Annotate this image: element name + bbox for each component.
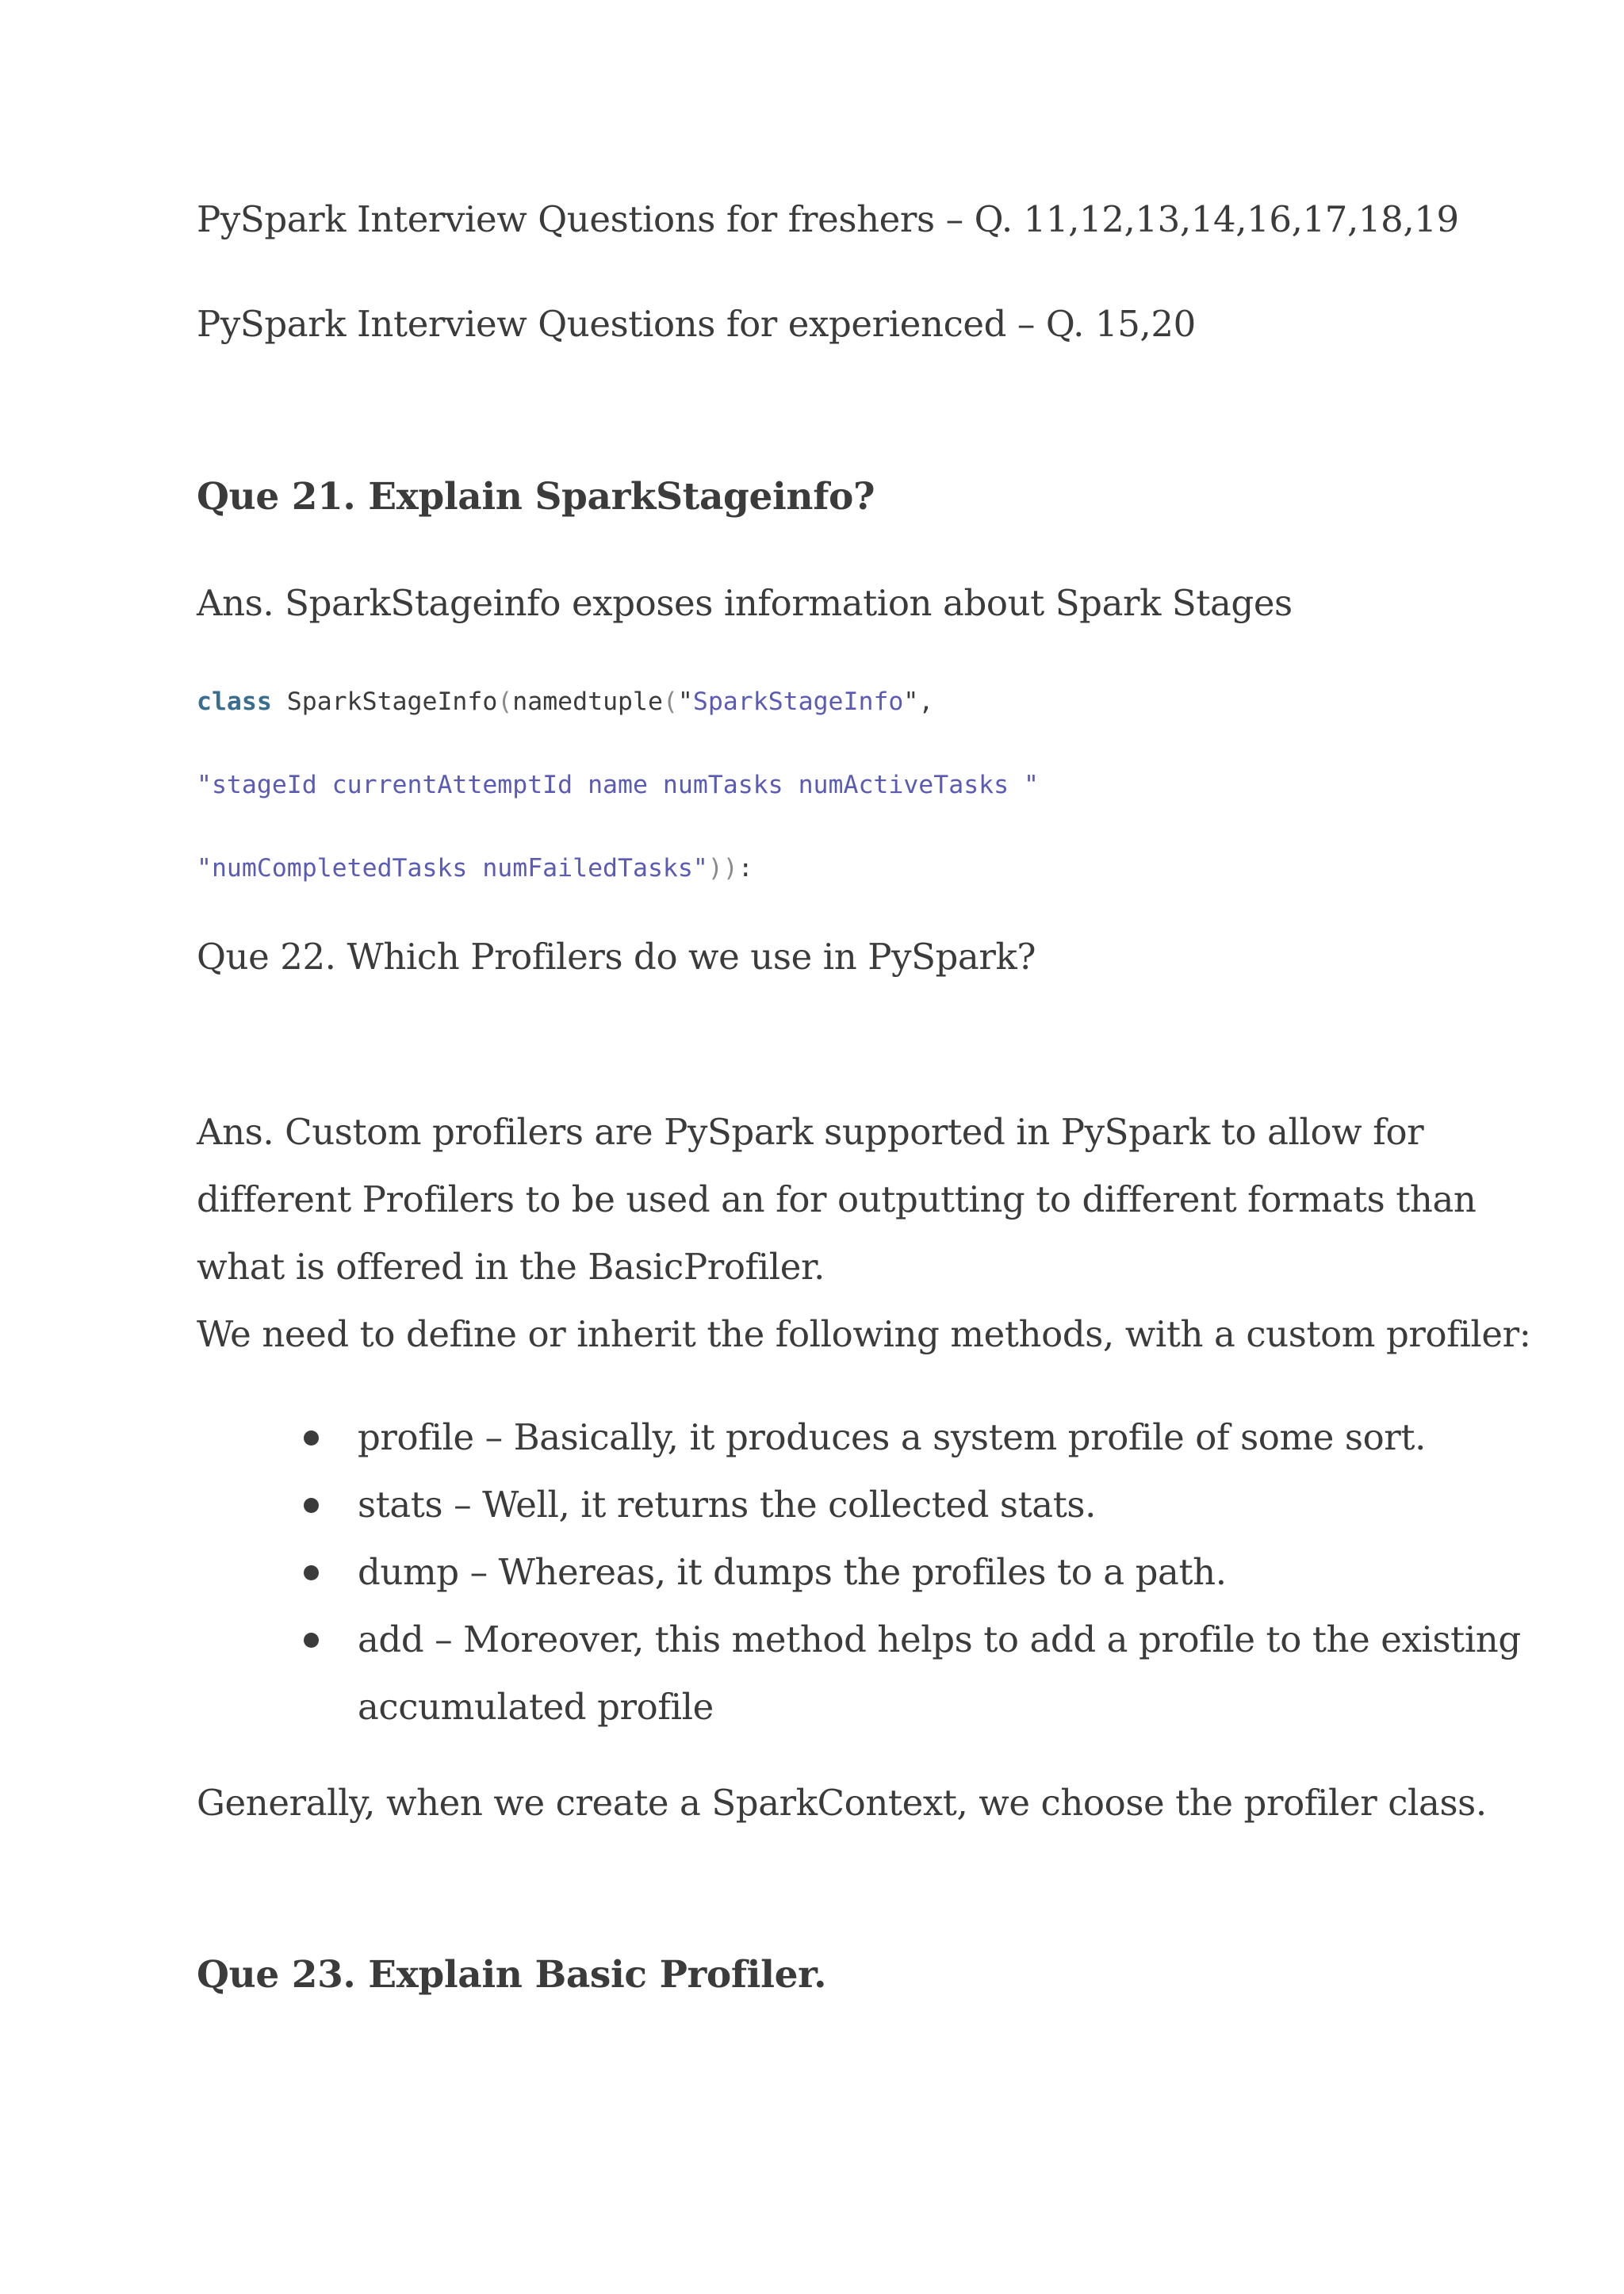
code-parens: ))	[707, 854, 738, 883]
q22-answer-line: what is offered in the BasicProfiler.	[197, 1246, 825, 1288]
freshers-questions-line: PySpark Interview Questions for freshers – Q. 11,12,13,14,16,17,18,19	[197, 198, 1459, 240]
q22-closing: Generally, when we create a SparkContext, we choose the profiler class.	[197, 1782, 1487, 1824]
list-item-continuation	[304, 1673, 1521, 1741]
bullet-icon	[304, 1633, 319, 1648]
bullet-icon	[304, 1430, 319, 1446]
bullet-icon	[304, 1565, 319, 1580]
q23-heading: Que 23. Explain Basic Profiler.	[197, 1953, 827, 1997]
q22-answer-line: We need to define or inherit the following methods, with a custom profiler:	[197, 1313, 1531, 1355]
code-paren: (	[662, 687, 678, 716]
list-item-text: add – Moreover, this method helps to add a profile to the existing	[358, 1618, 1521, 1660]
code-string: "numCompletedTasks numFailedTasks"	[197, 854, 708, 883]
code-line-3	[197, 852, 753, 884]
q22-heading: Que 22. Which Profilers do we use in PySpark?	[197, 936, 1036, 978]
code-string: SparkStageInfo	[692, 687, 904, 716]
q21-answer: Ans. SparkStageinfo exposes information about Spark Stages	[197, 582, 1293, 624]
list-item	[304, 1404, 1521, 1471]
code-call: namedtuple	[512, 687, 663, 716]
code-colon: :	[737, 854, 753, 883]
q22-answer-line: different Profilers to be used an for outputting to different formats than	[197, 1178, 1477, 1220]
q22-answer	[197, 1098, 1531, 1368]
code-quote: "	[677, 687, 693, 716]
code-line-2: "stageId currentAttemptId name numTasks numActiveTasks "	[197, 771, 1040, 799]
code-line-1	[197, 686, 933, 718]
bullet-icon	[304, 1498, 319, 1513]
list-item-text: stats – Well, it returns the collected stats.	[358, 1484, 1096, 1526]
list-item-text: accumulated profile	[358, 1686, 714, 1728]
experienced-questions-line: PySpark Interview Questions for experienced – Q. 15,20	[197, 303, 1196, 345]
list-item-text: profile – Basically, it produces a system profile of some sort.	[358, 1416, 1426, 1458]
list-item	[304, 1606, 1521, 1673]
code-keyword: class	[197, 687, 272, 716]
code-paren: (	[497, 687, 513, 716]
list-item-text: dump – Whereas, it dumps the profiles to a path.	[358, 1551, 1227, 1593]
profiler-methods-list	[304, 1404, 1521, 1741]
code-comma: ,	[918, 687, 934, 716]
code-quote: "	[903, 687, 919, 716]
code-class-name: SparkStageInfo	[271, 687, 498, 716]
list-item	[304, 1538, 1521, 1606]
list-item	[304, 1471, 1521, 1538]
q21-heading: Que 21. Explain SparkStageinfo?	[197, 475, 875, 519]
q22-answer-line: Ans. Custom profilers are PySpark supported in PySpark to allow for	[197, 1111, 1424, 1153]
